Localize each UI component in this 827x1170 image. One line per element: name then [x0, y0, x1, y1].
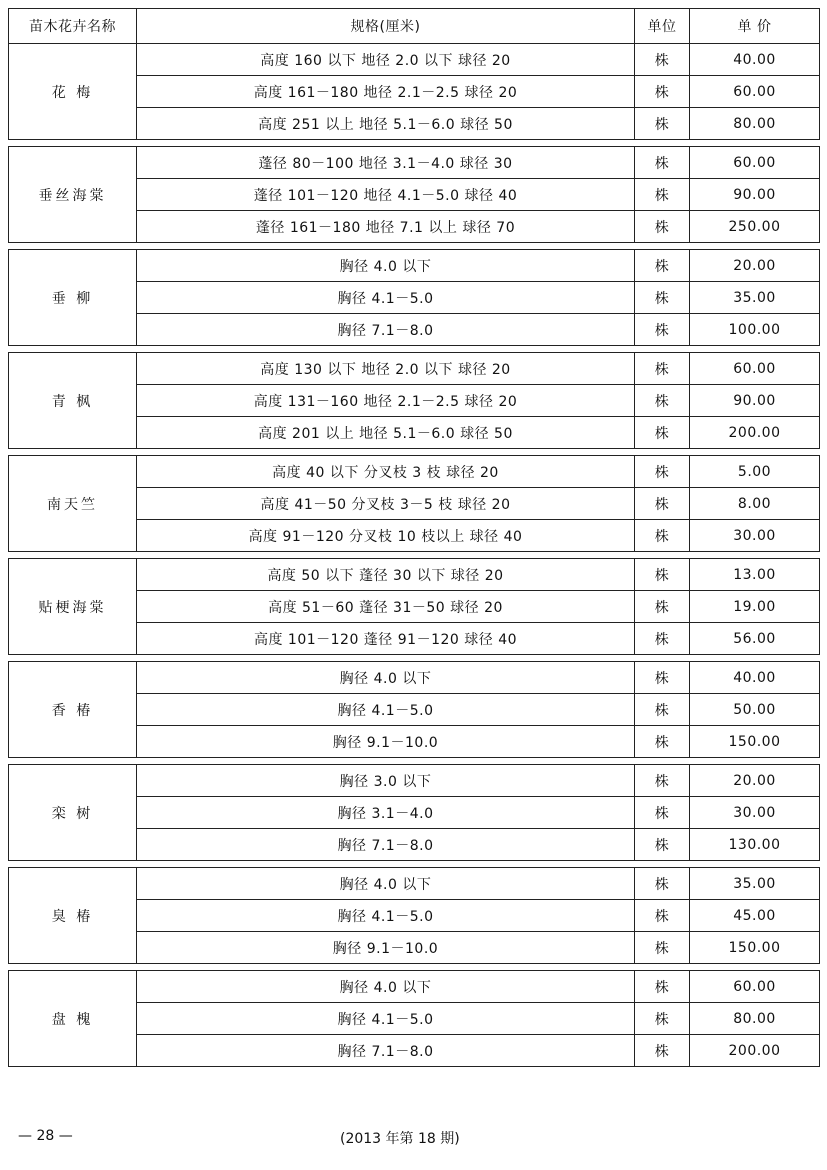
spec-cell: 高度 201 以上 地径 5.1－6.0 球径 50: [137, 417, 635, 449]
table-row: [9, 250, 820, 282]
spec-cell: 胸径 7.1－8.0: [137, 1035, 635, 1067]
price-cell: 50.00: [690, 694, 820, 726]
header-name: 苗木花卉名称: [9, 9, 137, 44]
group-separator: [9, 346, 820, 353]
spec-cell: 高度 131－160 地径 2.1－2.5 球径 20: [137, 385, 635, 417]
unit-cell: 株: [635, 559, 690, 591]
spec-cell: 胸径 4.0 以下: [137, 868, 635, 900]
spec-cell: 胸径 7.1－8.0: [137, 314, 635, 346]
unit-cell: 株: [635, 797, 690, 829]
header-unit: 单位: [635, 9, 690, 44]
table-row: [9, 971, 820, 1003]
spec-cell: 高度 91－120 分叉枝 10 枝以上 球径 40: [137, 520, 635, 552]
unit-cell: 株: [635, 488, 690, 520]
price-cell: 90.00: [690, 179, 820, 211]
unit-cell: 株: [635, 726, 690, 758]
group-separator-cell: [9, 655, 820, 662]
spec-cell: 高度 50 以下 蓬径 30 以下 球径 20: [137, 559, 635, 591]
unit-cell: 株: [635, 179, 690, 211]
spec-cell: 蓬径 101－120 地径 4.1－5.0 球径 40: [137, 179, 635, 211]
unit-cell: 株: [635, 900, 690, 932]
unit-cell: 株: [635, 282, 690, 314]
group-separator-cell: [9, 964, 820, 971]
spec-cell: 胸径 9.1－10.0: [137, 932, 635, 964]
unit-cell: 株: [635, 314, 690, 346]
table-header-row: [9, 9, 820, 44]
price-cell: 60.00: [690, 971, 820, 1003]
unit-cell: 株: [635, 932, 690, 964]
price-cell: 200.00: [690, 417, 820, 449]
unit-cell: 株: [635, 211, 690, 243]
group-separator-cell: [9, 346, 820, 353]
group-separator-cell: [9, 552, 820, 559]
spec-cell: 胸径 4.1－5.0: [137, 1003, 635, 1035]
group-separator: [9, 964, 820, 971]
price-cell: 45.00: [690, 900, 820, 932]
table-row: [9, 147, 820, 179]
page-footer: [0, 1128, 827, 1152]
price-cell: 56.00: [690, 623, 820, 655]
group-separator: [9, 655, 820, 662]
unit-cell: 株: [635, 44, 690, 76]
price-cell: 30.00: [690, 520, 820, 552]
spec-cell: 胸径 4.0 以下: [137, 971, 635, 1003]
table-row: [9, 456, 820, 488]
unit-cell: 株: [635, 353, 690, 385]
spec-cell: 高度 160 以下 地径 2.0 以下 球径 20: [137, 44, 635, 76]
plant-name: 臭 椿: [9, 868, 137, 964]
plant-name: 垂 柳: [9, 250, 137, 346]
spec-cell: 胸径 4.0 以下: [137, 662, 635, 694]
unit-cell: 株: [635, 694, 690, 726]
spec-cell: 高度 51－60 蓬径 31－50 球径 20: [137, 591, 635, 623]
price-cell: 150.00: [690, 932, 820, 964]
price-cell: 150.00: [690, 726, 820, 758]
price-cell: 60.00: [690, 147, 820, 179]
spec-cell: 高度 101－120 蓬径 91－120 球径 40: [137, 623, 635, 655]
unit-cell: 株: [635, 1003, 690, 1035]
spec-cell: 胸径 4.1－5.0: [137, 900, 635, 932]
price-cell: 20.00: [690, 765, 820, 797]
group-separator: [9, 140, 820, 147]
spec-cell: 胸径 9.1－10.0: [137, 726, 635, 758]
plant-name: 盘 槐: [9, 971, 137, 1067]
unit-cell: 株: [635, 591, 690, 623]
table-row: [9, 662, 820, 694]
group-separator: [9, 861, 820, 868]
price-cell: 30.00: [690, 797, 820, 829]
unit-cell: 株: [635, 250, 690, 282]
unit-cell: 株: [635, 147, 690, 179]
unit-cell: 株: [635, 868, 690, 900]
price-table-page: [8, 8, 819, 1067]
price-cell: 20.00: [690, 250, 820, 282]
group-separator: [9, 552, 820, 559]
price-cell: 13.00: [690, 559, 820, 591]
unit-cell: 株: [635, 662, 690, 694]
price-cell: 40.00: [690, 662, 820, 694]
unit-cell: 株: [635, 385, 690, 417]
unit-cell: 株: [635, 623, 690, 655]
spec-cell: 蓬径 161－180 地径 7.1 以上 球径 70: [137, 211, 635, 243]
price-cell: 8.00: [690, 488, 820, 520]
price-cell: 35.00: [690, 868, 820, 900]
plant-name: 栾 树: [9, 765, 137, 861]
plant-name: 垂丝海棠: [9, 147, 137, 243]
group-separator-cell: [9, 758, 820, 765]
unit-cell: 株: [635, 76, 690, 108]
table-body: [9, 44, 820, 1067]
unit-cell: 株: [635, 1035, 690, 1067]
price-cell: 40.00: [690, 44, 820, 76]
group-separator-cell: [9, 861, 820, 868]
unit-cell: 株: [635, 520, 690, 552]
price-cell: 130.00: [690, 829, 820, 861]
spec-cell: 胸径 3.0 以下: [137, 765, 635, 797]
price-cell: 250.00: [690, 211, 820, 243]
table-row: [9, 44, 820, 76]
unit-cell: 株: [635, 829, 690, 861]
spec-cell: 高度 40 以下 分叉枝 3 枝 球径 20: [137, 456, 635, 488]
spec-cell: 高度 41－50 分叉枝 3－5 枝 球径 20: [137, 488, 635, 520]
issue-label: (2013 年第 18 期): [340, 1131, 460, 1147]
spec-cell: 高度 130 以下 地径 2.0 以下 球径 20: [137, 353, 635, 385]
unit-cell: 株: [635, 971, 690, 1003]
spec-cell: 胸径 4.0 以下: [137, 250, 635, 282]
price-cell: 60.00: [690, 76, 820, 108]
group-separator-cell: [9, 243, 820, 250]
table-row: [9, 559, 820, 591]
price-cell: 60.00: [690, 353, 820, 385]
header-spec: 规格(厘米): [137, 9, 635, 44]
spec-cell: 胸径 4.1－5.0: [137, 694, 635, 726]
group-separator: [9, 449, 820, 456]
plant-name: 贴梗海棠: [9, 559, 137, 655]
price-cell: 200.00: [690, 1035, 820, 1067]
plant-name: 香 椿: [9, 662, 137, 758]
table-row: [9, 765, 820, 797]
nursery-price-table: [8, 8, 820, 1067]
spec-cell: 胸径 3.1－4.0: [137, 797, 635, 829]
price-cell: 19.00: [690, 591, 820, 623]
price-cell: 100.00: [690, 314, 820, 346]
group-separator-cell: [9, 140, 820, 147]
table-row: [9, 868, 820, 900]
price-cell: 80.00: [690, 1003, 820, 1035]
price-cell: 5.00: [690, 456, 820, 488]
plant-name: 花 梅: [9, 44, 137, 140]
price-cell: 80.00: [690, 108, 820, 140]
group-separator: [9, 758, 820, 765]
page-number: — 28 —: [18, 1128, 73, 1144]
spec-cell: 胸径 7.1－8.0: [137, 829, 635, 861]
spec-cell: 蓬径 80－100 地径 3.1－4.0 球径 30: [137, 147, 635, 179]
plant-name: 青 枫: [9, 353, 137, 449]
spec-cell: 胸径 4.1－5.0: [137, 282, 635, 314]
unit-cell: 株: [635, 417, 690, 449]
header-price: 单 价: [690, 9, 820, 44]
table-row: [9, 353, 820, 385]
unit-cell: 株: [635, 108, 690, 140]
spec-cell: 高度 251 以上 地径 5.1－6.0 球径 50: [137, 108, 635, 140]
price-cell: 90.00: [690, 385, 820, 417]
plant-name: 南天竺: [9, 456, 137, 552]
spec-cell: 高度 161－180 地径 2.1－2.5 球径 20: [137, 76, 635, 108]
group-separator: [9, 243, 820, 250]
unit-cell: 株: [635, 765, 690, 797]
price-cell: 35.00: [690, 282, 820, 314]
unit-cell: 株: [635, 456, 690, 488]
group-separator-cell: [9, 449, 820, 456]
